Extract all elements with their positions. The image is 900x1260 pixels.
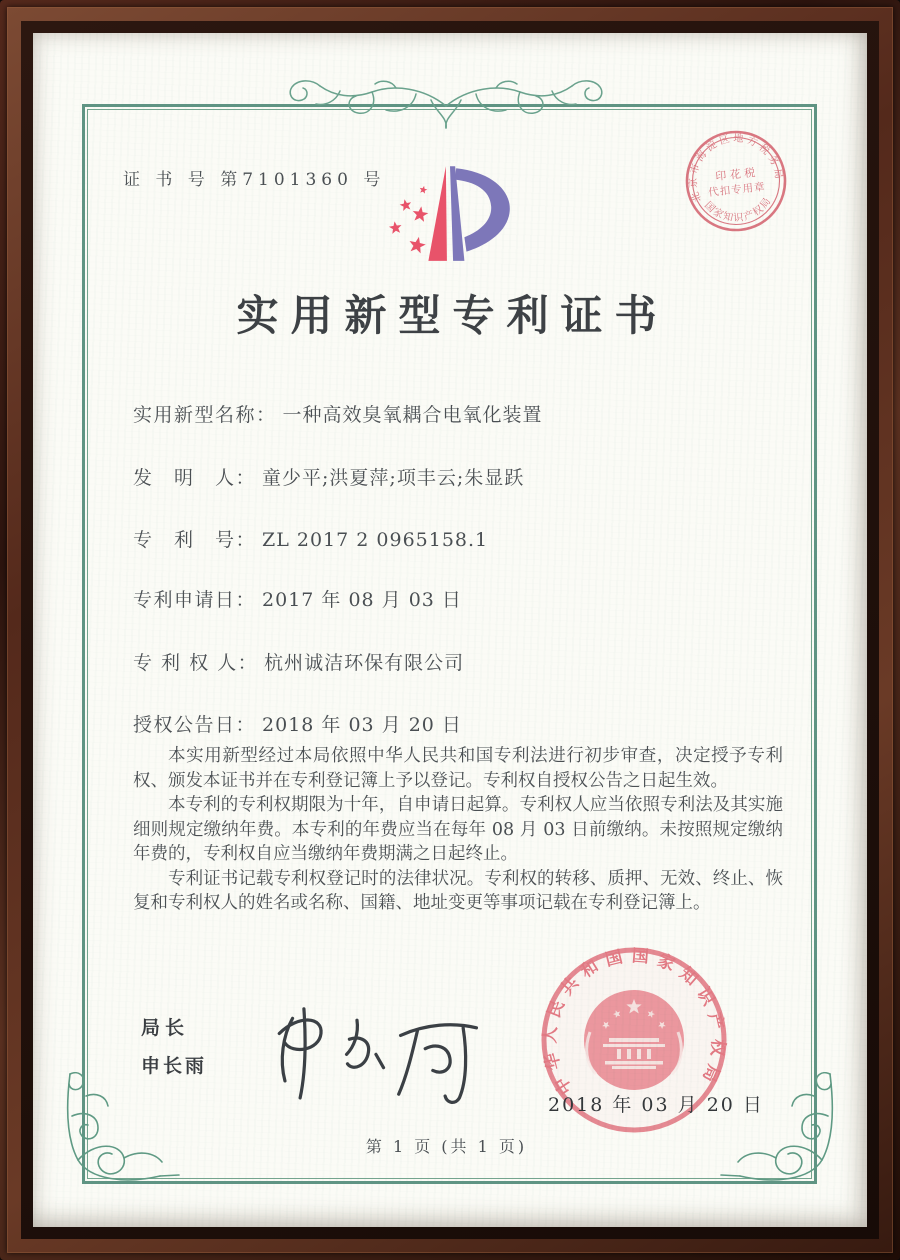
field-patentee: [133, 648, 464, 675]
issue-date: 2018 年 03 月 20 日: [548, 1094, 764, 1116]
tax-stamp-seal-icon: [682, 127, 790, 235]
field-value: 杭州诚洁环保有限公司: [264, 652, 465, 674]
field-label: 专 利 权 人：: [133, 652, 259, 674]
patent-office-logo-icon: [378, 158, 522, 266]
field-value: 2018 年 03 月 20 日: [262, 714, 462, 736]
field-label: 专 利 号：: [133, 529, 257, 551]
field-utility-model-name: [133, 400, 543, 427]
handwritten-signature-icon: [266, 997, 484, 1107]
field-label: 专利申请日：: [133, 589, 257, 611]
field-patent-number: [133, 525, 488, 552]
legal-paragraph-3: 专利证书记载专利权登记时的法律状况。专利权的转移、质押、无效、终止、恢复和专利权人的姓名或名称、国籍、地址变更等事项记载在专利登记簿上。: [133, 868, 783, 913]
signer-title: 局长: [141, 1017, 190, 1039]
field-value: ZL 2017 2 0965158.1: [262, 529, 489, 551]
field-value: 一种高效臭氧耦合电氧化装置: [282, 404, 543, 426]
field-label: 实用新型名称：: [133, 404, 277, 426]
certificate-title: 实用新型专利证书: [236, 291, 669, 340]
field-label: 发 明 人：: [133, 467, 257, 489]
signer-name: 申长雨: [141, 1055, 208, 1077]
tax-stamp-arc-bottom: 国家知识产权局: [701, 196, 774, 225]
field-value: 童少平;洪夏萍;项丰云;朱显跃: [262, 467, 525, 489]
seal-arc-text: 中华人民共和国国家知识产权局: [540, 946, 728, 1098]
legal-paragraph-2: 本专利的专利权期限为十年，自申请日起算。专利权人应当依照专利法及其实施细则规定缴纳年费。本专利的年费应当在每年 08 月 03 日前缴纳。未按照规定缴纳年费的，专利权自应当缴纳年费期满之日起终止。: [133, 795, 783, 864]
legal-paragraph-1: 本实用新型经过本局依照中华人民共和国专利法进行初步审查，决定授予专利权、颁发本证书并在专利登记簿上予以登记。专利权自授权公告之日起生效。: [133, 746, 783, 791]
certificate-number: 证 书 号 第7101360 号: [123, 170, 386, 190]
tax-stamp-center-line2: 代扣专用章: [707, 180, 767, 199]
national-emblem-icon: [584, 990, 684, 1090]
field-label: 授权公告日：: [133, 714, 257, 736]
legal-text: [133, 744, 783, 916]
field-application-date: [133, 585, 462, 612]
field-value: 2017 年 08 月 03 日: [262, 589, 462, 611]
top-scroll-ornament-icon: [276, 76, 616, 132]
page-footer: 第 1 页 (共 1 页): [365, 1137, 528, 1156]
field-inventors: [133, 463, 524, 490]
field-grant-date: [133, 710, 462, 737]
tax-stamp-arc-top: 北京市海淀区地方税务局: [688, 133, 784, 204]
tax-stamp-center-line1: 印 花 税: [714, 165, 756, 184]
